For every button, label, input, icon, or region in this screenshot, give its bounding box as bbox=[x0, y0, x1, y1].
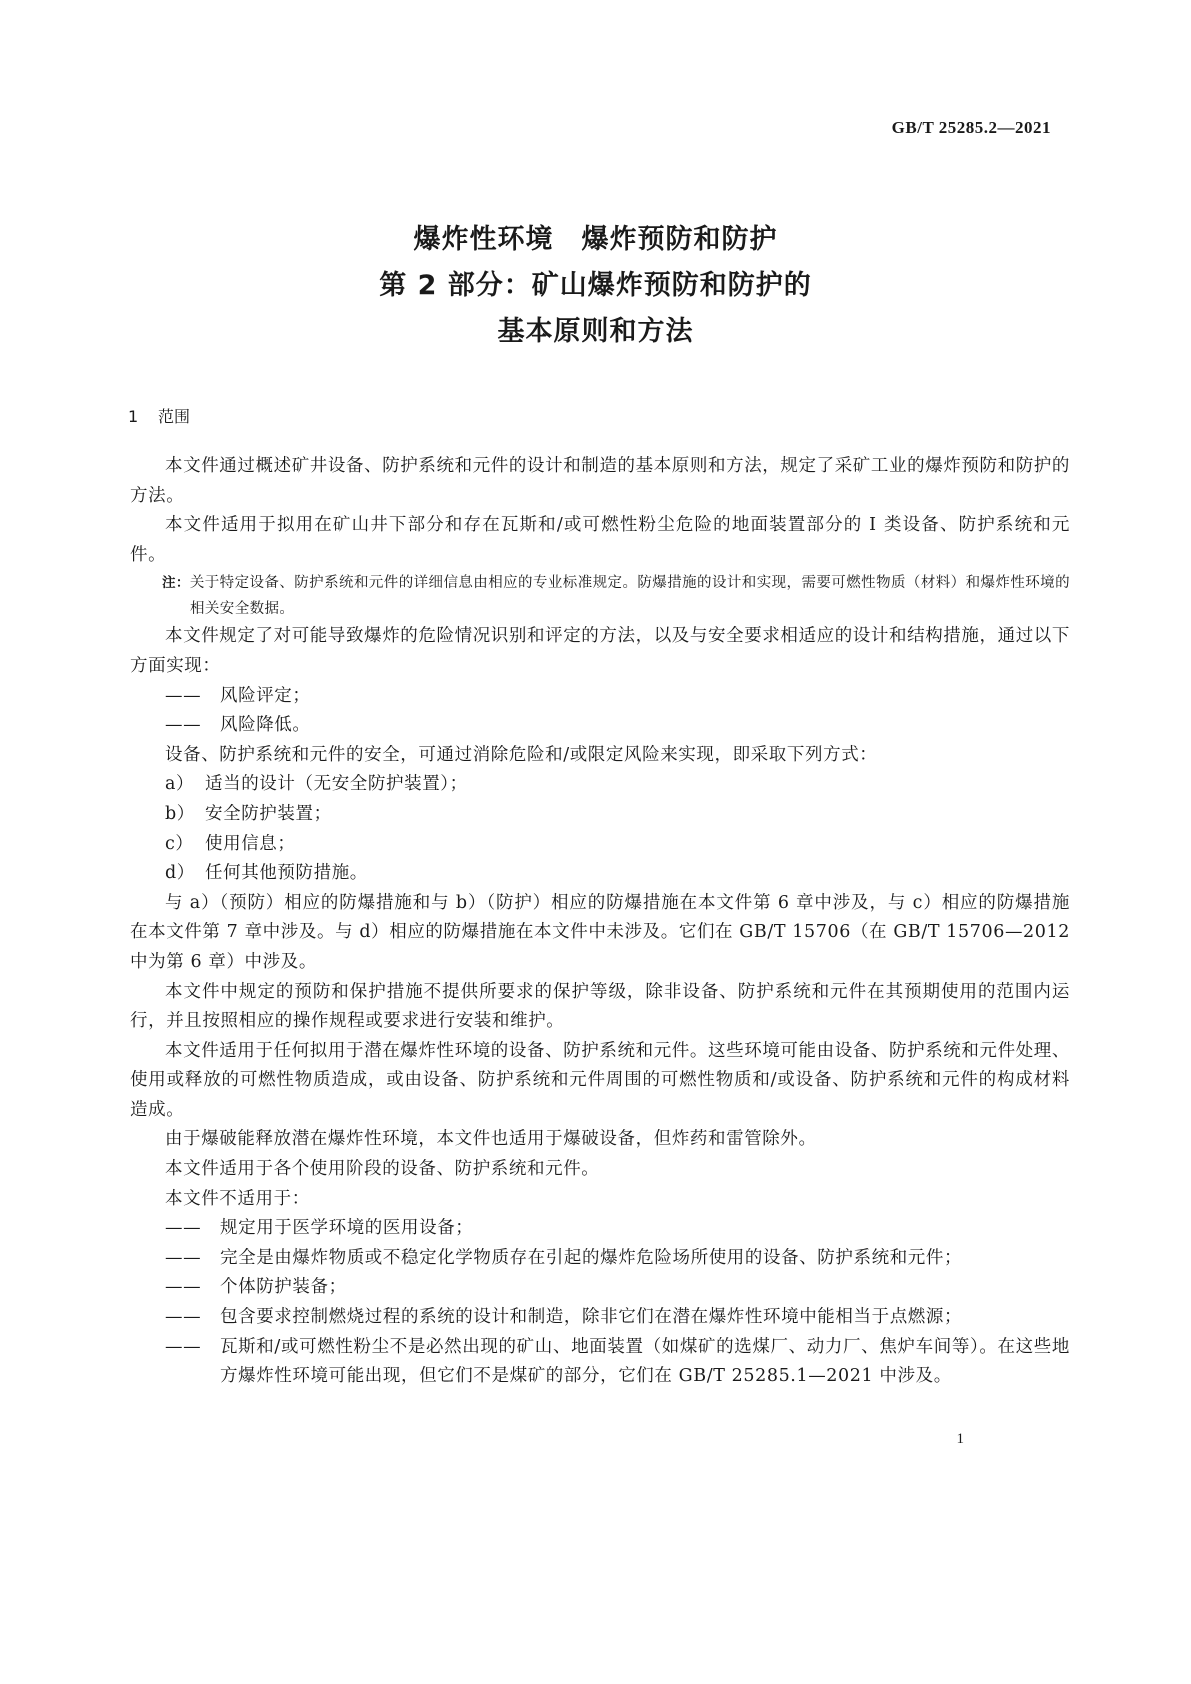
section-number: 1 bbox=[128, 407, 139, 426]
list-item bbox=[130, 1333, 1070, 1392]
paragraph: 与 a）（预防）相应的防爆措施和与 b）（防护）相应的防爆措施在本文件第 6 章中涉及，与 c）相应的防爆措施在本文件第 7 章中涉及。与 d）相应的防爆措施在本文件中未涉及。它们在 GB/T 15706（在 GB/T 15706—2012 中为第 6 章）中涉及。 bbox=[130, 892, 1070, 972]
list-item bbox=[130, 1214, 1070, 1244]
dash-marker: —— bbox=[165, 1336, 202, 1357]
section-heading bbox=[128, 404, 190, 427]
dash-marker: —— bbox=[165, 685, 202, 706]
list-item-text: 规定用于医学环境的医用设备； bbox=[220, 1218, 474, 1239]
paragraph: 本文件适用于各个使用阶段的设备、防护系统和元件。 bbox=[165, 1159, 600, 1180]
paragraph: 本文件适用于拟用在矿山井下部分和存在瓦斯和/或可燃性粉尘危险的地面装置部分的 Ⅰ 类设备、防护系统和元件。 bbox=[130, 515, 1070, 565]
note-label: 注： bbox=[162, 575, 190, 592]
list-item bbox=[130, 800, 1070, 830]
list-item-text: 安全防护装置； bbox=[205, 803, 332, 824]
list-item-text: 风险评定； bbox=[220, 685, 311, 706]
title-line-1: 爆炸性环境 爆炸预防和防护 bbox=[413, 224, 778, 255]
list-item bbox=[130, 1244, 1070, 1274]
dash-marker: —— bbox=[165, 715, 202, 736]
list-item-text: 个体防护装备； bbox=[220, 1277, 347, 1298]
list-item bbox=[130, 1303, 1070, 1333]
page-number: 1 bbox=[956, 1431, 964, 1447]
paragraph: 本文件规定了对可能导致爆炸的危险情况识别和评定的方法，以及与安全要求相适应的设计和结构措施，通过以下方面实现： bbox=[130, 626, 1070, 676]
list-item-text: 瓦斯和/或可燃性粉尘不是必然出现的矿山、地面装置（如煤矿的选煤厂、动力厂、焦炉车间等）。在这些地方爆炸性环境可能出现，但它们不是煤矿的部分，它们在 GB/T 25285.1—2021 中涉及。 bbox=[220, 1336, 1070, 1387]
list-item bbox=[130, 1273, 1070, 1303]
title-line-3: 基本原则和方法 bbox=[497, 316, 694, 347]
paragraph: 本文件通过概述矿井设备、防护系统和元件的设计和制造的基本原则和方法，规定了采矿工业的爆炸预防和防护的方法。 bbox=[130, 456, 1070, 506]
paragraph: 本文件中规定的预防和保护措施不提供所要求的保护等级，除非设备、防护系统和元件在其预期使用的范围内运行，并且按照相应的操作规程或要求进行安装和维护。 bbox=[130, 981, 1070, 1032]
list-item-text: 任何其他预防措施。 bbox=[205, 863, 368, 884]
dash-marker: —— bbox=[165, 1277, 202, 1298]
list-item bbox=[130, 711, 1070, 741]
dash-marker: —— bbox=[165, 1218, 202, 1239]
section-title: 范围 bbox=[158, 407, 191, 426]
title-line-2: 第 2 部分：矿山爆炸预防和防护的 bbox=[379, 270, 812, 301]
list-item bbox=[130, 682, 1070, 712]
item-marker: c） bbox=[165, 833, 194, 854]
paragraph: 本文件不适用于： bbox=[165, 1188, 310, 1209]
paragraph: 本文件适用于任何拟用于潜在爆炸性环境的设备、防护系统和元件。这些环境可能由设备、防护系统和元件处理、使用或释放的可燃性物质造成，或由设备、防护系统和元件周围的可燃性物质和/或设备、防护系统和元件的构成材料造成。 bbox=[130, 1040, 1070, 1120]
list-item-text: 风险降低。 bbox=[220, 715, 311, 736]
note-text: 关于特定设备、防护系统和元件的详细信息由相应的专业标准规定。防爆措施的设计和实现，需要可燃性物质（材料）和爆炸性环境的相关安全数据。 bbox=[189, 575, 1070, 618]
item-marker: d） bbox=[165, 863, 195, 884]
dash-marker: —— bbox=[165, 1307, 202, 1328]
list-item bbox=[130, 830, 1070, 860]
list-item bbox=[130, 770, 1070, 800]
list-item-text: 适当的设计（无安全防护装置）； bbox=[205, 774, 468, 795]
paragraph: 由于爆破能释放潜在爆炸性环境，本文件也适用于爆破设备，但炸药和雷管除外。 bbox=[165, 1129, 817, 1150]
item-marker: b） bbox=[165, 803, 195, 824]
dash-marker: —— bbox=[165, 1247, 202, 1268]
document-body bbox=[130, 452, 1070, 1392]
note bbox=[130, 570, 1070, 622]
standard-code: GB/T 25285.2—2021 bbox=[891, 118, 1051, 137]
list-item-text: 包含要求控制燃烧过程的系统的设计和制造，除非它们在潜在爆炸性环境中能相当于点燃源； bbox=[220, 1307, 963, 1328]
list-item-text: 使用信息； bbox=[205, 833, 296, 854]
list-item bbox=[130, 859, 1070, 889]
list-item-text: 完全是由爆炸物质或不稳定化学物质存在引起的爆炸危险场所使用的设备、防护系统和元件； bbox=[220, 1247, 963, 1268]
paragraph: 设备、防护系统和元件的安全，可通过消除危险和/或限定风险来实现，即采取下列方式： bbox=[165, 744, 878, 765]
item-marker: a） bbox=[165, 774, 195, 795]
